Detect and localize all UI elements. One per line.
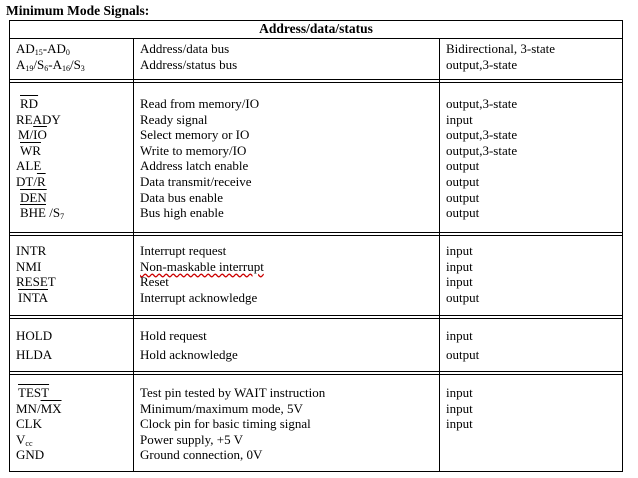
signal-description: Clock pin for basic timing signal xyxy=(140,416,311,432)
signal-type: input xyxy=(446,328,473,343)
signal-type: input xyxy=(446,243,473,258)
signal-description: Address/status bus xyxy=(140,56,238,72)
signal-name: $DT/\overline{R}$ xyxy=(16,173,46,189)
table-row xyxy=(10,385,622,401)
table-row xyxy=(10,205,622,221)
signal-type: output xyxy=(446,189,480,205)
table-row xyxy=(10,243,622,259)
table-row xyxy=(10,41,622,57)
signal-description: Hold acknowledge xyxy=(140,347,238,362)
page-title: Minimum Mode Signals: xyxy=(6,3,150,18)
signal-description: Bus high enable xyxy=(140,205,224,221)
signal-description: Select memory or IO xyxy=(140,127,250,143)
signal-group xyxy=(10,385,622,463)
signal-name: $\overline{RD}$ xyxy=(20,96,39,111)
signal-type: Bidirectional, 3-state xyxy=(446,41,556,56)
signal-name: INTR xyxy=(16,243,47,258)
signal-type: output,3-state xyxy=(446,142,518,158)
table-row xyxy=(10,127,622,143)
table-row xyxy=(10,96,622,112)
signal-name: $\overline{DEN}$ xyxy=(20,189,47,205)
signal-name: NMI xyxy=(16,258,42,274)
signal-name: $\overline{BHE}$ $/S_7$ xyxy=(20,205,65,222)
signal-name: INTA xyxy=(18,289,49,305)
signal-description: Interrupt request xyxy=(140,243,227,258)
signal-type: output,3-state xyxy=(446,56,518,72)
signal-name: $AD_{15}-AD_0$ xyxy=(16,41,70,57)
signal-group xyxy=(10,96,622,221)
table-header: Address/data/status xyxy=(10,21,622,39)
signal-description: Address latch enable xyxy=(140,158,249,174)
signal-type: output xyxy=(446,289,480,305)
signal-type: output xyxy=(446,173,480,189)
table-row xyxy=(10,143,622,159)
group-separator xyxy=(10,318,622,319)
signal-description: Write to memory/IO xyxy=(140,142,247,158)
signal-type: input xyxy=(446,400,473,416)
table-row xyxy=(10,447,622,463)
table-row xyxy=(10,259,622,275)
table-row xyxy=(10,57,622,73)
signal-name: $V_{cc}$ xyxy=(16,431,33,448)
group-separator xyxy=(10,82,622,83)
signal-description: Power supply, +5 V xyxy=(140,431,244,447)
signal-type: input xyxy=(446,416,473,432)
table-row xyxy=(10,112,622,128)
signal-type: output xyxy=(446,205,480,221)
signal-name: $M/\overline{IO}$ xyxy=(18,127,47,143)
table-row xyxy=(10,174,622,190)
signal-type: input xyxy=(446,258,473,274)
signal-name: ALE xyxy=(16,158,42,174)
signals-table xyxy=(9,20,623,472)
signal-name: GND xyxy=(16,447,45,463)
signal-type: input xyxy=(446,274,473,290)
signal-group xyxy=(10,41,622,72)
signal-type: output xyxy=(446,347,480,362)
table-row xyxy=(10,401,622,417)
signal-description: Address/data bus xyxy=(140,41,230,56)
signal-description: Read from memory/IO xyxy=(140,96,260,111)
signal-description: Test pin tested by WAIT instruction xyxy=(140,385,326,400)
signal-group xyxy=(10,243,622,305)
group-separator xyxy=(10,374,622,375)
signal-name: HLDA xyxy=(16,347,53,362)
signal-group xyxy=(10,326,622,364)
group-separator xyxy=(10,235,622,236)
table-row xyxy=(10,158,622,174)
table-row xyxy=(10,274,622,290)
signal-description: Data transmit/receive xyxy=(140,173,252,189)
table-row xyxy=(10,432,622,448)
signal-name: $MN/\overline{MX}$ xyxy=(16,400,62,416)
signal-name: CLK xyxy=(16,416,42,432)
group-separator xyxy=(10,79,622,80)
group-separator xyxy=(10,315,622,316)
signal-description: Non-maskable interrupt xyxy=(140,258,264,274)
table-row xyxy=(10,290,622,306)
signal-type: output,3-state xyxy=(446,127,518,143)
table-row xyxy=(10,190,622,206)
signal-name: READY xyxy=(16,111,61,127)
group-separator xyxy=(10,371,622,372)
group-separator xyxy=(10,232,622,233)
signal-type: output,3-state xyxy=(446,96,518,111)
signal-name: $A_{19}/S_6-A_{16}/S_3$ xyxy=(16,56,85,73)
signal-name: TEST xyxy=(18,385,50,400)
signal-description: Reset xyxy=(140,274,169,290)
signal-description: Hold request xyxy=(140,328,207,343)
signal-type: input xyxy=(446,111,473,127)
signal-name: RESET xyxy=(16,274,56,290)
table-row xyxy=(10,345,622,364)
signal-type: output xyxy=(446,158,480,174)
signal-description: Data bus enable xyxy=(140,189,224,205)
table-row xyxy=(10,326,622,345)
signal-description: Minimum/maximum mode, 5V xyxy=(140,400,303,416)
signal-name: HOLD xyxy=(16,328,53,343)
signal-type: input xyxy=(446,385,473,400)
table-row xyxy=(10,416,622,432)
signal-description: Ground connection, 0V xyxy=(140,447,263,463)
signal-description: Interrupt acknowledge xyxy=(140,289,258,305)
signal-name: $\overline{WR}$ xyxy=(20,142,41,158)
signal-description: Ready signal xyxy=(140,111,208,127)
